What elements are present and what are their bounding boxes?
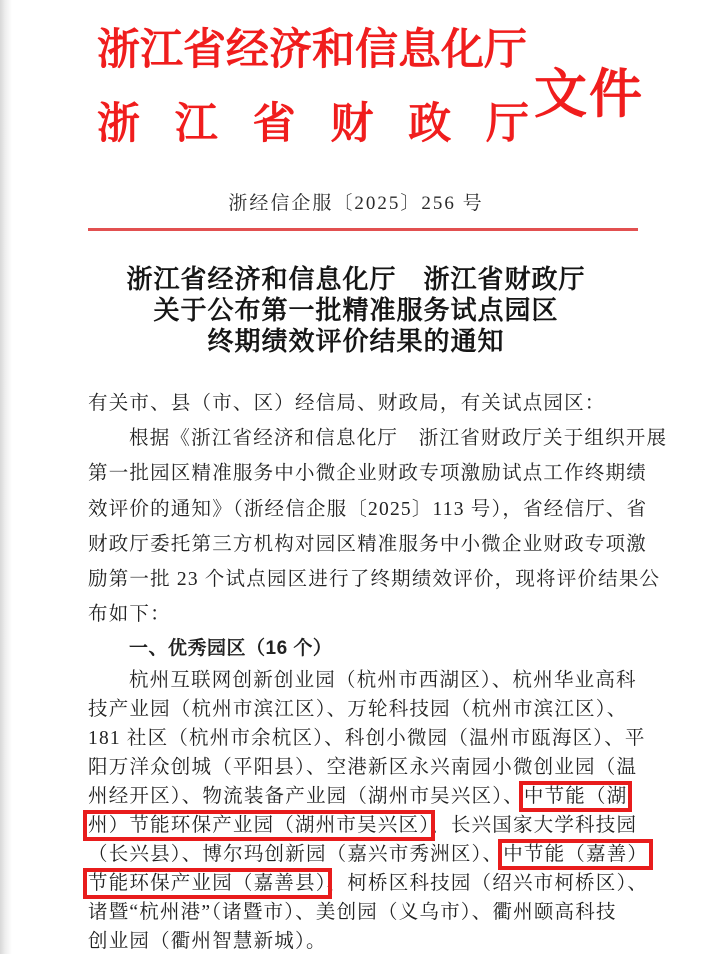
agency-char: 浙 [97,101,140,148]
red-separator-line [88,228,638,231]
agency-name-line2 [97,90,529,151]
highlight-box: 中节能（嘉善） [503,844,649,866]
title-line-1: 浙江省经济和信息化厅 浙江省财政厅 [126,265,586,294]
document-line [88,869,649,898]
line-text: 根据《浙江省经济和信息化厅 浙江省财政厅关于组织开展 [129,428,668,450]
agency-char: 财 [330,101,374,148]
agency-char: 厅 [485,101,529,148]
doc-number: 浙经信企服〔2025〕256 号 [228,193,484,214]
document-line [88,782,640,811]
line-text: 创业园（衢州智慧新城）。 [88,931,327,953]
document-line [88,840,649,869]
agency-char: 省 [252,101,296,148]
line-text: 、长兴国家大学科技园 [430,815,638,837]
document-line [88,753,640,782]
line-text: 、柯桥区科技园（绍兴市柯桥区）、 [326,873,649,895]
document-line [88,456,647,491]
line-text: 励第一批 23 个试点园区进行了终期绩效评价，现将评价结果公 [88,569,661,591]
line-text: 财政厅委托第三方机构对园区精准服务中小微企业财政专项激 [88,533,647,555]
highlight-box: 节能环保产业园（嘉善县） [88,873,327,895]
parks-list [88,666,649,954]
document-line [88,695,640,724]
title-line-2: 关于公布第一批精准服务试点园区 [153,296,559,325]
line-text: 阳万洋众创城（平阳县）、空港新区永兴南园小微创业园（温 [88,757,638,779]
document-line [88,562,661,597]
line-text: 杭州互联网创新创业园（杭州市西湖区）、杭州华业高科 [129,670,637,692]
agency-char: 江 [174,101,218,148]
excellent-parks-heading: 一、优秀园区（16 个） [129,638,333,660]
document-line [88,527,647,562]
agency-name-line1: 浙江省经济和信息化厅 [97,27,527,74]
scan-shadow-edge [0,0,12,954]
document-body [88,386,668,954]
highlight-box: 中节能（湖 [523,786,628,808]
document-title [0,264,712,357]
agency-char: 政 [408,101,452,148]
document-line [88,421,668,456]
document-line [88,597,640,632]
document-line [88,811,640,840]
line-text: 有关市、县（市、区）经信局、财政局，有关试点园区： [88,393,606,414]
title-line-3: 终期绩效评价结果的通知 [207,327,505,356]
line-text: 诸暨“杭州港”（诸暨市）、美创园（义乌市）、衢州颐高科技 [88,902,617,924]
line-text: 布如下： [88,604,171,626]
line-text: 效评价的通知》（浙经信企服〔2025〕113 号），省经信厅、省 [88,498,648,520]
highlight-box: 州）节能环保产业园（湖州市吴兴区） [88,815,431,837]
document-line [88,724,646,753]
document-line [88,492,648,527]
line-text: 第一批园区精准服务中小微企业财政专项激励试点工作终期绩 [88,463,647,485]
line-text: 州经开区）、物流装备产业园（湖州市吴兴区）、 [88,786,524,808]
intro-paragraph [88,386,668,632]
line-text: （长兴县）、博尔玛创新园（嘉兴市秀洲区）、 [88,844,504,866]
document-line [88,927,640,954]
doc-type-label: 文件 [534,66,644,124]
document-line [88,898,640,927]
document-line [88,666,640,695]
line-text: 技产业园（杭州市滨江区）、万轮科技园（杭州市滨江区）、 [88,699,628,721]
document-line [88,386,640,421]
line-text: 181 社区（杭州市余杭区）、科创小微园（温州市瓯海区）、平 [88,728,646,750]
